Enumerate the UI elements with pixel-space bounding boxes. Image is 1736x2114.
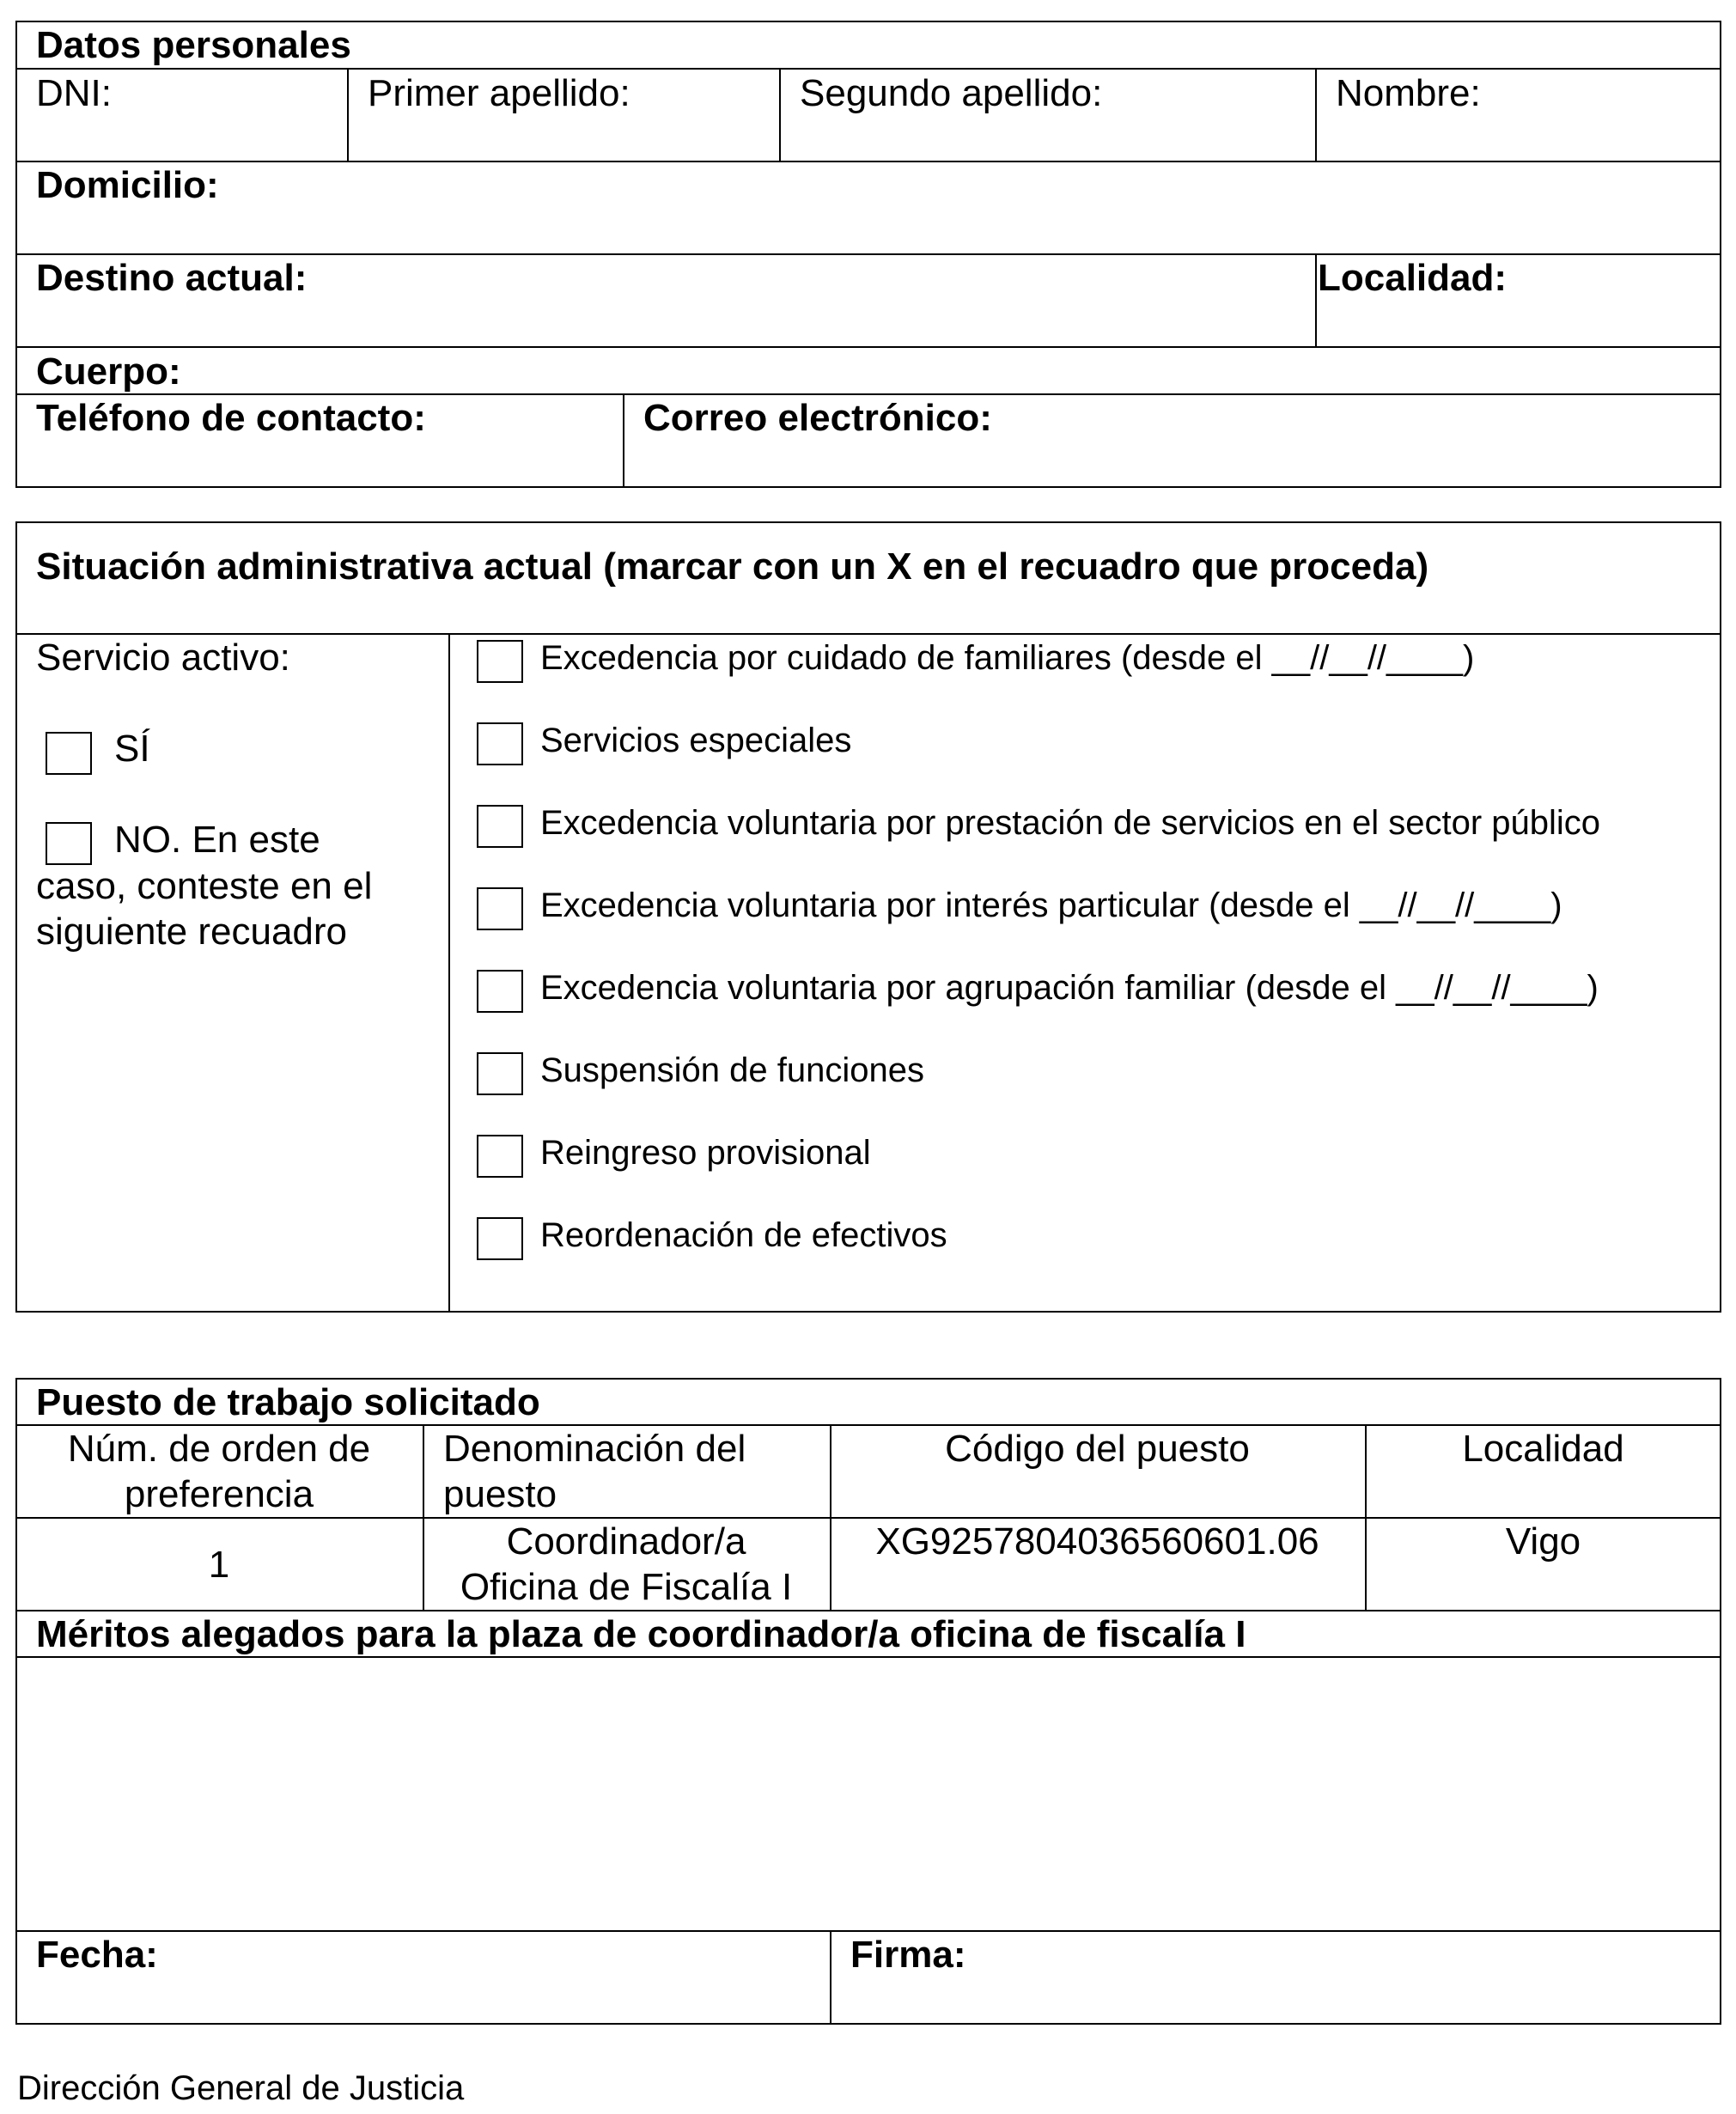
telefono-label: Teléfono de contacto:	[36, 397, 426, 439]
divider	[15, 1610, 1721, 1611]
divider	[623, 393, 624, 488]
cuerpo-label: Cuerpo:	[36, 350, 181, 393]
option-checkbox-excedencia-cuidado[interactable]	[477, 640, 523, 683]
divider	[830, 1930, 831, 2025]
domicilio-label: Domicilio:	[36, 164, 219, 206]
divider	[15, 346, 1721, 348]
option-label-reingreso-provisional: Reingreso provisional	[540, 1134, 871, 1172]
meritos-title: Méritos alegados para la plaza de coordinador/a oficina de fiscalía I	[36, 1613, 1246, 1655]
divider	[779, 68, 781, 161]
no-checkbox[interactable]	[46, 822, 92, 865]
column-header-orden: Núm. de orden de	[67, 1428, 371, 1470]
no-label-line2: caso, conteste en el	[36, 865, 373, 907]
table-cell-denominacion-line2: Oficina de Fiscalía I	[460, 1566, 793, 1608]
table-cell-denominacion: Coordinador/a	[506, 1520, 746, 1563]
option-checkbox-reingreso-provisional[interactable]	[477, 1135, 523, 1178]
option-label-reordenacion-efectivos: Reordenación de efectivos	[540, 1216, 947, 1254]
column-header-orden-line2: preferencia	[124, 1473, 314, 1515]
divider	[15, 633, 1721, 635]
option-checkbox-excedencia-interes-particular[interactable]	[477, 887, 523, 930]
localidad-label: Localidad:	[1318, 257, 1508, 299]
nombre-label: Nombre:	[1336, 72, 1481, 114]
column-header-denominacion-line2: puesto	[443, 1473, 557, 1515]
footer-text: Dirección General de Justicia	[17, 2069, 465, 2107]
divider	[15, 68, 1721, 70]
option-checkbox-excedencia-agrupacion-familiar[interactable]	[477, 970, 523, 1013]
correo-label: Correo electrónico:	[643, 397, 992, 439]
divider	[448, 633, 450, 1313]
divider	[15, 253, 1721, 255]
option-label-excedencia-sector-publico: Excedencia voluntaria por prestación de servicios en el sector público	[540, 804, 1601, 842]
divider	[1315, 68, 1317, 161]
table-cell-localidad: Vigo	[1505, 1520, 1581, 1563]
column-header-codigo: Código del puesto	[945, 1428, 1250, 1470]
si-label: SÍ	[114, 728, 150, 770]
option-checkbox-excedencia-sector-publico[interactable]	[477, 805, 523, 848]
no-label: NO. En este	[114, 819, 320, 861]
option-checkbox-suspension-funciones[interactable]	[477, 1052, 523, 1095]
option-label-servicios-especiales: Servicios especiales	[540, 722, 852, 759]
primer-apellido-label: Primer apellido:	[368, 72, 630, 114]
fecha-label: Fecha:	[36, 1934, 158, 1976]
no-label-line3: siguiente recuadro	[36, 911, 348, 953]
section-title-situacion: Situación administrativa actual (marcar con un X en el recuadro que proceda)	[36, 545, 1429, 588]
servicio-activo-label: Servicio activo:	[36, 637, 290, 679]
divider	[15, 161, 1721, 162]
destino-actual-label: Destino actual:	[36, 257, 308, 299]
option-label-excedencia-agrupacion-familiar: Excedencia voluntaria por agrupación familiar (desde el __//__//____)	[540, 969, 1599, 1007]
divider	[1315, 253, 1317, 346]
section-title-puesto: Puesto de trabajo solicitado	[36, 1381, 540, 1423]
option-checkbox-reordenacion-efectivos[interactable]	[477, 1217, 523, 1260]
divider	[347, 68, 349, 161]
dni-label: DNI:	[36, 72, 112, 114]
table-cell-codigo: XG9257804036560601.06	[875, 1520, 1319, 1563]
segundo-apellido-label: Segundo apellido:	[800, 72, 1103, 114]
meritos-field[interactable]	[17, 1658, 1720, 1928]
si-checkbox[interactable]	[46, 732, 92, 775]
table-cell-orden: 1	[208, 1544, 230, 1586]
divider	[15, 1517, 1721, 1519]
column-header-localidad: Localidad	[1462, 1428, 1624, 1470]
divider	[15, 1930, 1721, 1932]
option-label-suspension-funciones: Suspensión de funciones	[540, 1051, 924, 1089]
section-title-personal: Datos personales	[36, 24, 351, 66]
option-label-excedencia-cuidado: Excedencia por cuidado de familiares (desde el __//__//____)	[540, 639, 1475, 677]
firma-label: Firma:	[850, 1934, 966, 1976]
divider	[15, 393, 1721, 395]
option-checkbox-servicios-especiales[interactable]	[477, 722, 523, 765]
option-label-excedencia-interes-particular: Excedencia voluntaria por interés particular (desde el __//__//____)	[540, 886, 1562, 924]
column-header-denominacion: Denominación del	[443, 1428, 746, 1470]
